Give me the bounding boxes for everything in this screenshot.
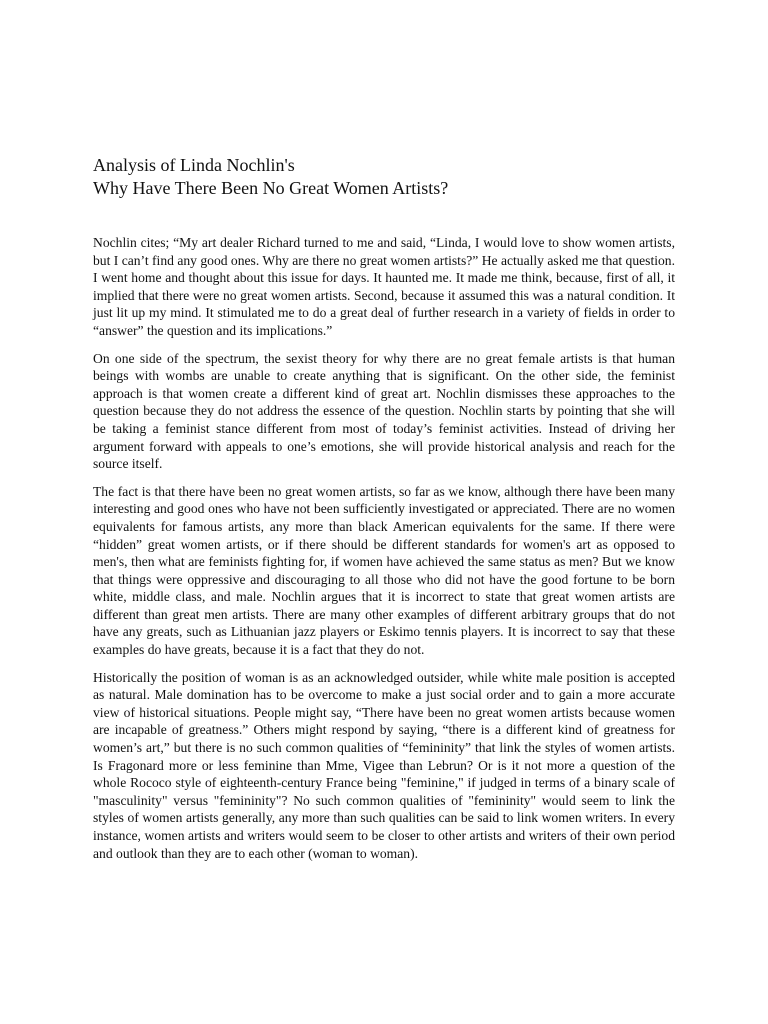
paragraph-quote: Nochlin cites; “My art dealer Richard turned to me and said, “Linda, I would love to show women artists, but I can’t find any good ones. Why are there no great women artists?” He actually asked me that question. I went home and thought about this issue for days. It haunted me. It made me think, because, first of all, it implied that there were no great women artists. Second, because it assumed this was a natural condition. It just lit up my mind. It stimulated me to do a great deal of further research in a variety of fields in order to “answer” the question and its implications.” <box>93 235 675 338</box>
paragraph-historically: Historically the position of woman is as an acknowledged outsider, while white male position is accepted as natural. Male domination has to be overcome to make a just social order and to gain a more accurate view of historical situations. People might say, “There have been no great women artists because women are incapable of greatness.” Others might respond by saying, “there is a different kind of greatness for women’s art,” but there is no such common qualities of “femininity” that link the styles of women artists. Is Fragonard more or less feminine than Mme, Vigee than Lebrun? Or is it not more a question of the whole Rococo style of eighteenth-century France being "feminine," if judged in terms of a binary scale of "masculinity" versus "femininity"? No such common qualities of "femininity" would seem to link the styles of women artists generally, any more than such qualities can be said to link women writers. In every instance, women artists and writers would seem to be closer to other artists and writers of their own period and outlook than they are to each other (woman to woman). <box>93 669 675 861</box>
document-title <box>93 154 693 200</box>
title-line-1: Analysis of Linda Nochlin's <box>93 155 295 175</box>
paragraph-fact: The fact is that there have been no great women artists, so far as we know, although there have been many interesting and good ones who have not been sufficiently investigated or appreciated. There are no women equivalents for famous artists, any more than black American equivalents for the same. If there were “hidden” great women artists, or if there should be different standards for women's art as opposed to men's, then what are feminists fighting for, if women have achieved the same status as men? But we know that things were oppressive and discouraging to all those who did not have the good fortune to be born white, middle class, and male. Nochlin argues that it is incorrect to state that great women artists are different than great men artists. There are many other examples of different arbitrary groups that do not have any greats, such as Lithuanian jazz players or Eskimo tennis players. It is incorrect to say that these examples do have greats, because it is a fact that they do not. <box>93 483 675 658</box>
title-line-2: Why Have There Been No Great Women Artists? <box>93 178 449 198</box>
document-body <box>93 234 675 870</box>
paragraph-spectrum: On one side of the spectrum, the sexist theory for why there are no great female artists is that human beings with wombs are unable to create anything that is significant. On the other side, the feminist approach is that women create a different kind of great art. Nochlin dismisses these approaches to the question because they do not address the essence of the question. Nochlin starts by pointing that she will be taking a feminist stance different from most of today’s feminist activities. Instead of driving her argument forward with appeals to one’s emotions, she will provide historical analysis and reach for the source itself. <box>93 350 675 472</box>
